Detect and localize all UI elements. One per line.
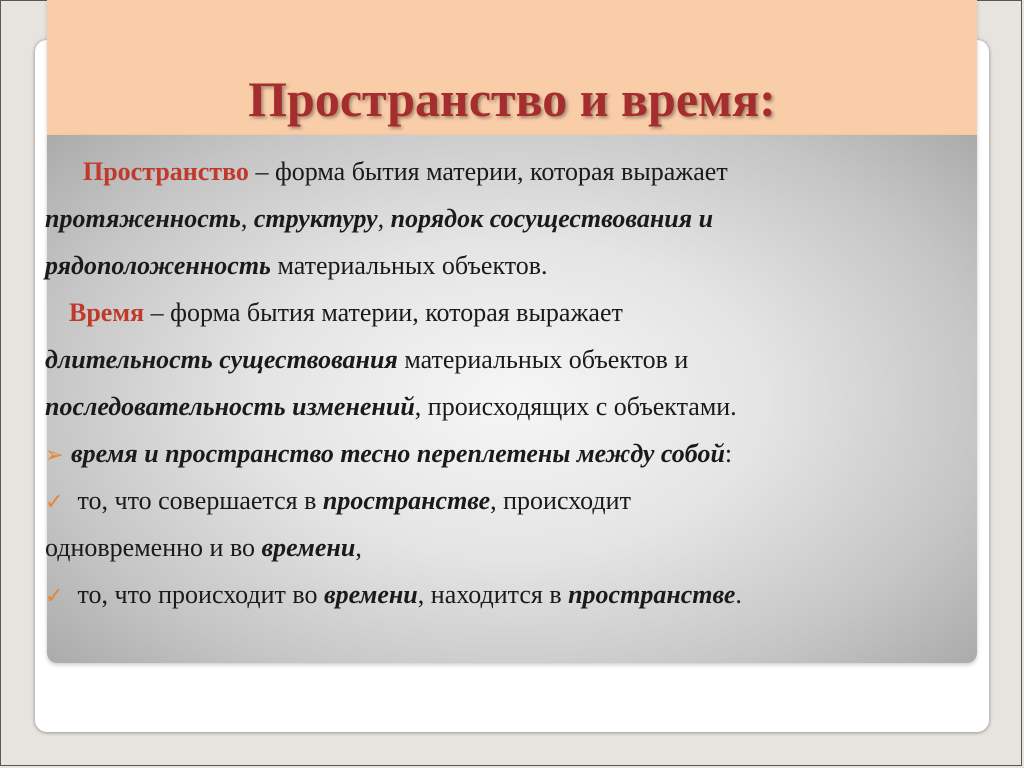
time-definition-line-1 (45, 289, 975, 336)
time-tail-text: , происходящих с объектами. (414, 392, 737, 421)
separator: , (240, 204, 254, 233)
space-order-term: порядок сосуществования и (390, 204, 714, 233)
comma: , (355, 533, 362, 562)
time-definition-line-2 (45, 336, 975, 383)
colon: : (724, 439, 733, 468)
space-extent-term: протяженность (45, 204, 241, 233)
separator: , (377, 204, 391, 233)
time-duration-term: длительность существования (45, 345, 398, 374)
title-band (47, 0, 977, 135)
slide-title: Пространство и время: (248, 71, 776, 127)
time-definition-line-3 (45, 383, 975, 430)
checkmark-icon: ✓ (45, 490, 64, 515)
space-lead-text: – форма бытия материи, которая выражает (248, 157, 728, 186)
time-sequence-term: последовательность изменений (45, 392, 415, 421)
bullet3-space-term: пространстве (568, 580, 736, 609)
bullet3-mid-text: , находится в (417, 580, 569, 609)
bullet2-mid-text: , происходит (490, 486, 631, 515)
space-term: Пространство (83, 157, 249, 186)
bullet-space-simultaneous-line-1 (45, 477, 975, 524)
bullet-space-simultaneous-line-2 (45, 524, 975, 571)
checkmark-icon: ✓ (45, 584, 64, 609)
arrow-right-icon: ➢ (45, 443, 64, 468)
bullet-interwoven-text: время и пространство тесно переплетены между собой (71, 439, 725, 468)
bullet-interwoven (45, 430, 975, 477)
bullet2-space-term: пространстве (322, 486, 491, 515)
time-objects-text: материальных объектов и (397, 345, 689, 374)
time-lead-text: – форма бытия материи, которая выражает (144, 298, 623, 327)
space-definition-line-1 (45, 148, 975, 195)
bullet2-lead2-text: одновременно и во (45, 533, 262, 562)
space-structure-term: структуру (253, 204, 378, 233)
time-term: Время (69, 298, 145, 327)
bullet2-lead-text: то, что совершается в (71, 486, 323, 515)
space-tail-text: материальных объектов. (270, 251, 548, 280)
space-definition-line-2 (45, 195, 975, 242)
bullet3-lead-text: то, что происходит во (71, 580, 325, 609)
space-adjacency-term: рядоположенность (45, 251, 271, 280)
space-definition-line-3 (45, 242, 975, 289)
period: . (735, 580, 742, 609)
bullet-time-in-space (45, 571, 975, 618)
bullet3-time-term: времени (324, 580, 418, 609)
bullet2-time-term: времени (261, 533, 356, 562)
slide-content (45, 148, 975, 618)
